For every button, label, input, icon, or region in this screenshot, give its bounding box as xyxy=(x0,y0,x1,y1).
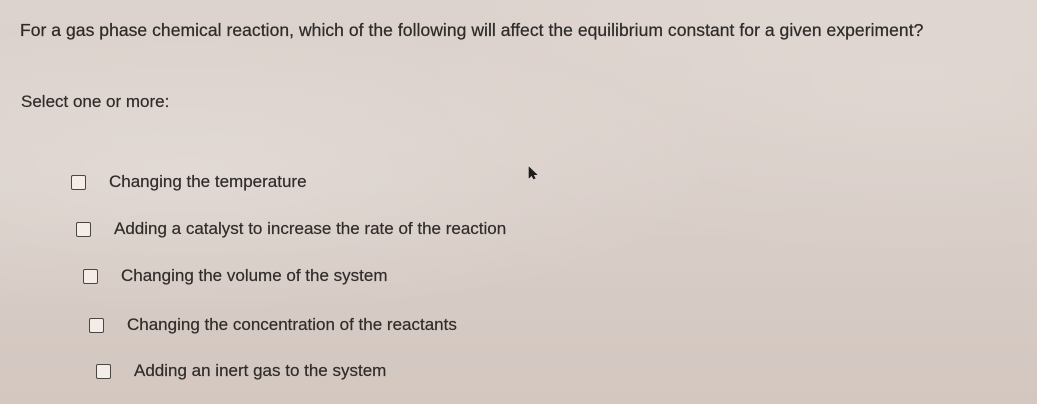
checkbox-adding-inert-gas[interactable] xyxy=(96,364,111,379)
option-changing-concentration[interactable] xyxy=(89,315,457,335)
option-label: Adding a catalyst to increase the rate of the reaction xyxy=(114,219,507,238)
select-prompt: Select one or more: xyxy=(21,92,170,111)
checkbox-adding-catalyst[interactable] xyxy=(76,222,91,237)
option-label: Changing the concentration of the reactants xyxy=(127,315,457,334)
option-changing-volume[interactable] xyxy=(83,266,387,286)
checkbox-changing-volume[interactable] xyxy=(83,269,98,284)
option-changing-temperature[interactable] xyxy=(71,172,307,192)
question-text: For a gas phase chemical reaction, which of the following will affect the equilibrium constant for a given experiment? xyxy=(20,20,924,40)
option-label: Changing the volume of the system xyxy=(121,266,388,285)
mouse-pointer-icon xyxy=(528,166,538,180)
checkbox-changing-temperature[interactable] xyxy=(71,175,86,190)
option-adding-catalyst[interactable] xyxy=(76,219,506,239)
option-adding-inert-gas[interactable] xyxy=(96,361,386,381)
option-label: Changing the temperature xyxy=(109,172,307,191)
checkbox-changing-concentration[interactable] xyxy=(89,318,104,333)
option-label: Adding an inert gas to the system xyxy=(134,361,387,380)
